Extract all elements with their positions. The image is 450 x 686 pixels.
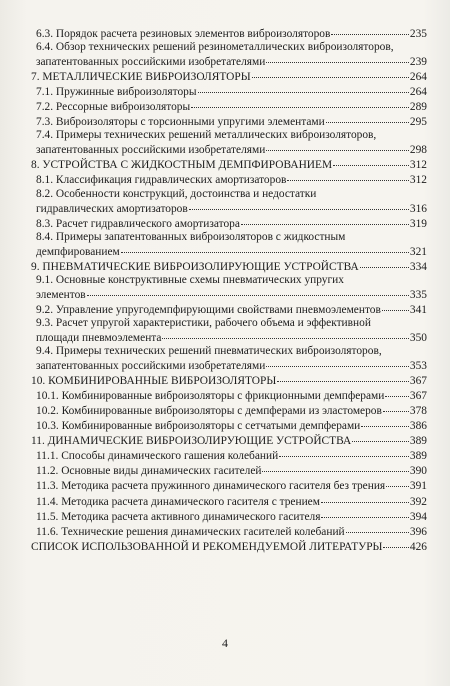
dot-leader <box>383 537 408 548</box>
toc-entry-title: 7.2. Рессорные виброизоляторы <box>36 101 191 114</box>
toc-entry-title-line: 9.1. Основные конструктивные схемы пневматических упругих <box>36 273 344 286</box>
toc-page-number: 341 <box>409 303 427 316</box>
toc-page-number: 386 <box>409 420 427 433</box>
toc-entry-title: 7.3. Виброизоляторы с торсионными упругими элементами <box>36 116 325 129</box>
toc-page-number: 378 <box>409 405 427 418</box>
toc-section-entry <box>31 172 427 187</box>
page-number: 4 <box>222 636 228 650</box>
toc-entry-title: запатентованных российскими изобретателями <box>36 144 266 157</box>
toc-entry-title: 11.2. Основные виды динамических гасителей <box>36 465 262 478</box>
toc-page-number: 264 <box>409 71 427 84</box>
toc-entry-leader-line <box>36 388 427 403</box>
toc-entry-title: запатентованных российскими изобретателями <box>36 56 266 69</box>
toc-entry-leader-line <box>36 330 427 345</box>
toc-page-number: 316 <box>409 202 427 215</box>
dot-leader <box>360 257 409 268</box>
dot-leader <box>326 112 409 123</box>
dot-leader <box>382 300 409 311</box>
toc-page-number: 367 <box>409 375 427 388</box>
toc-page-number: 391 <box>409 480 427 493</box>
toc-page-number: 235 <box>409 28 427 40</box>
toc-entry-title: 11.4. Методика расчета динамического гасителя с трением <box>36 495 320 508</box>
toc-section-entry <box>31 302 427 317</box>
toc-entry-leader-line <box>31 373 427 388</box>
toc-entry-title: 11.1. Способы динамического гашения колебаний <box>36 450 279 463</box>
toc-entry-title: 8.3. Расчет гидравлического амортизатора <box>36 217 240 230</box>
toc-entry-title: демпфированием <box>36 245 120 258</box>
dot-leader <box>266 140 409 151</box>
toc-entry-title: 10.3. Комбинированные виброизоляторы с сетчатыми демпферами <box>36 420 361 433</box>
toc-entry-title-line: 8.4. Примеры запатентованных виброизоляторов с жидкостным <box>36 230 346 243</box>
toc-page-number: 353 <box>409 360 427 373</box>
toc-entry-title: 10.1. Комбинированные виброизоляторы с фрикционными демпферами <box>36 390 385 403</box>
dot-leader <box>262 461 408 472</box>
dot-leader <box>361 416 409 427</box>
toc-entry-title: 9. ПНЕВМАТИЧЕСКИЕ ВИБРОИЗОЛИРУЮЩИЕ УСТРОЙСТВА <box>31 260 359 273</box>
dot-leader <box>333 155 409 166</box>
toc-page-number: 389 <box>409 435 427 448</box>
toc-chapter-entry <box>31 373 427 388</box>
toc-entry-leader-line <box>31 539 427 554</box>
toc-section-entry <box>31 524 427 539</box>
dot-leader <box>386 476 409 487</box>
toc-chapter-entry <box>31 539 427 554</box>
toc-entry-title: 11.5. Методика расчета активного динамического гасителя <box>36 510 321 523</box>
toc-page-number: 334 <box>409 260 427 273</box>
toc-entry-title: площади пневмоэлемента <box>36 331 162 344</box>
dot-leader <box>191 97 409 108</box>
toc-page-number: 312 <box>409 159 427 172</box>
toc-entry-title: гидравлических амортизаторов <box>36 202 188 215</box>
toc-entry-title: 11. ДИНАМИЧЕСКИЕ ВИБРОИЗОЛИРУЮЩИЕ УСТРОЙСТВА <box>31 435 352 448</box>
toc-entry-title: 7.1. Пружинные виброизоляторы <box>36 86 197 99</box>
toc-page-number: 289 <box>409 101 427 114</box>
dot-leader <box>121 242 409 253</box>
dot-leader <box>321 507 408 518</box>
toc-entry-title: СПИСОК ИСПОЛЬЗОВАННОЙ И РЕКОМЕНДУЕМОЙ ЛИТЕРАТУРЫ <box>31 540 383 553</box>
toc-entry-leader-line <box>36 216 427 231</box>
toc-page-number: 319 <box>409 217 427 230</box>
toc-entry-leader-line <box>36 26 427 41</box>
toc-section-entry <box>31 463 427 478</box>
dot-leader <box>241 214 409 225</box>
toc-entry-title: запатентованных российскими изобретателями <box>36 360 266 373</box>
dot-leader <box>266 356 409 367</box>
toc-section-entry <box>31 274 427 302</box>
toc-entry-title-line: 9.3. Расчет упругой характеристики, рабочего объема и эффективной <box>36 316 371 329</box>
toc-page-number: 321 <box>409 245 427 258</box>
toc-entry-title: 6.3. Порядок расчета резиновых элементов виброизоляторов <box>36 28 331 40</box>
toc-page-number: 295 <box>409 116 427 129</box>
dot-leader <box>385 386 409 397</box>
toc-section-entry <box>31 188 427 216</box>
toc-entry-title-line: 6.4. Обзор технических решений резинометаллических виброизоляторов, <box>36 41 394 54</box>
toc-entry-title: 11.3. Методика расчета пружинного динамического гасителя без трения <box>36 480 386 493</box>
toc-entry-title: элементов <box>36 288 86 301</box>
toc-entry-title: 8.1. Классификация гидравлических амортизаторов <box>36 174 287 187</box>
dot-leader <box>189 199 409 210</box>
toc-page-number: 392 <box>409 495 427 508</box>
toc-page-number: 335 <box>409 288 427 301</box>
toc-entry-title: 8. УСТРОЙСТВА С ЖИДКОСТНЫМ ДЕМПФИРОВАНИЕМ <box>31 159 333 172</box>
toc-page-number: 298 <box>409 144 427 157</box>
dot-leader <box>266 52 409 63</box>
toc-entry-leader-line <box>36 172 427 187</box>
dot-leader <box>287 170 409 181</box>
dot-leader <box>321 492 409 503</box>
toc-page-number: 394 <box>409 510 427 523</box>
toc-page-number: 239 <box>409 56 427 69</box>
toc-entry-title: 9.2. Управление упругодемпфирующими свойствами пневмоэлементов <box>36 303 381 316</box>
toc-section-entry <box>31 41 427 69</box>
toc-page-number: 396 <box>409 525 427 538</box>
toc-page-number: 390 <box>409 465 427 478</box>
dot-leader <box>346 522 409 533</box>
dot-leader <box>277 371 409 382</box>
dot-leader <box>87 285 409 296</box>
toc-entry-title-line: 9.4. Примеры технических решений пневматических виброизоляторов, <box>36 345 382 358</box>
toc-section-entry <box>31 388 427 403</box>
dot-leader <box>162 328 408 339</box>
toc-entry-leader-line <box>36 287 427 302</box>
toc-chapter-entry <box>31 259 427 274</box>
toc-entry-leader-line <box>36 114 427 129</box>
dot-leader <box>198 82 409 93</box>
toc-page-number: 264 <box>409 86 427 99</box>
toc-entry-leader-line <box>36 524 427 539</box>
toc-page-number: 350 <box>409 331 427 344</box>
toc-entry-title-line: 7.4. Примеры технических решений металлических виброизоляторов, <box>36 129 377 142</box>
toc-entry-title-line: 8.2. Особенности конструкций, достоинства и недостатки <box>36 187 317 200</box>
dot-leader <box>383 401 409 412</box>
dot-leader <box>279 446 409 457</box>
toc-entry-leader-line <box>36 463 427 478</box>
table-of-contents <box>31 26 427 554</box>
toc-entry-leader-line <box>31 259 427 274</box>
dot-leader <box>252 67 409 78</box>
toc-entry-leader-line <box>36 302 427 317</box>
toc-entry-title: 10.2. Комбинированные виброизоляторы с демпферами из эластомеров <box>36 405 382 418</box>
toc-section-entry <box>31 216 427 231</box>
toc-section-entry <box>31 26 427 41</box>
toc-section-entry <box>31 231 427 259</box>
dot-leader <box>352 431 409 442</box>
toc-section-entry <box>31 129 427 157</box>
toc-page-number: 367 <box>409 390 427 403</box>
toc-entry-title: 10. КОМБИНИРОВАННЫЕ ВИБРОИЗОЛЯТОРЫ <box>31 375 277 388</box>
toc-section-entry <box>31 114 427 129</box>
toc-page-number: 312 <box>409 174 427 187</box>
toc-entry-title: 11.6. Технические решения динамических гасителей колебаний <box>36 525 345 538</box>
toc-section-entry <box>31 345 427 373</box>
toc-page-number: 426 <box>409 540 427 553</box>
toc-section-entry <box>31 317 427 345</box>
toc-page-number: 389 <box>409 450 427 463</box>
dot-leader <box>331 24 409 35</box>
toc-entry-title: 7. МЕТАЛЛИЧЕСКИЕ ВИБРОИЗОЛЯТОРЫ <box>31 71 251 84</box>
